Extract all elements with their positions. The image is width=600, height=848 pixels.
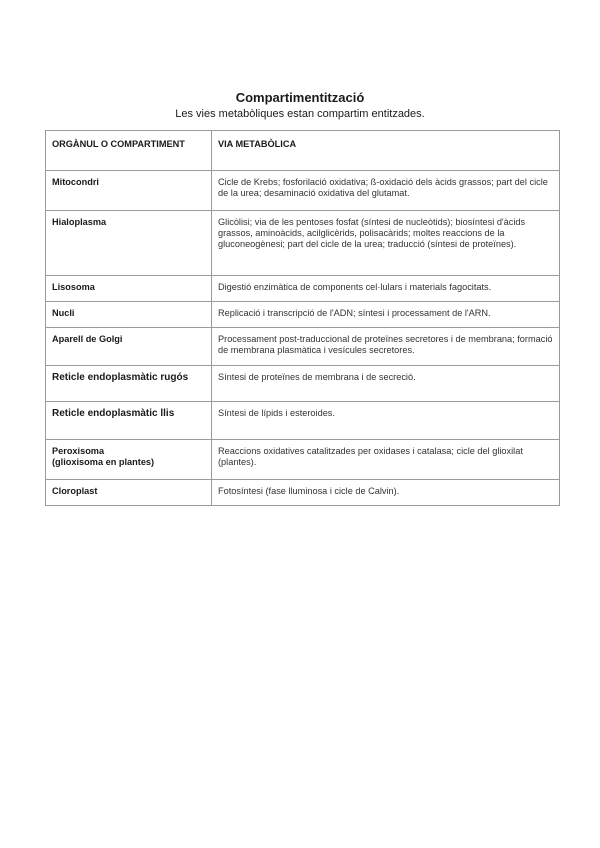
pathway-cell: Síntesi de lípids i esteroides. [212, 402, 560, 440]
organ-cell: Nucli [46, 302, 212, 328]
table-row [46, 211, 560, 276]
pathway-cell: Glicòlisi; via de les pentoses fosfat (síntesi de nucleòtids); biosíntesi d'àcids grassos, aminoàcids, acilglicèrids, polisacàrids; moltes reaccions de la gluconeogènesi; part del cicle de la urea; traducció (síntesi de proteïnes). [212, 211, 560, 276]
organ-cell: Lisosoma [46, 276, 212, 302]
compartment-table [45, 130, 560, 506]
organ-cell: Mitocondri [46, 171, 212, 211]
table-row [46, 171, 560, 211]
table-row [46, 302, 560, 328]
organ-cell: Reticle endoplasmàtic llis [46, 402, 212, 440]
table-row [46, 366, 560, 402]
organ-cell: Cloroplast [46, 480, 212, 506]
pathway-cell: Cicle de Krebs; fosforilació oxidativa; ß-oxidació dels àcids grassos; part del cicle de la urea; desaminació oxidativa del glutamat. [212, 171, 560, 211]
pathway-cell: Reaccions oxidatives catalitzades per oxidases i catalasa; cicle del glioxilat (plantes). [212, 440, 560, 480]
organ-cell: Aparell de Golgi [46, 328, 212, 366]
page-subtitle: Les vies metabòliques estan compartim entitzades. [175, 108, 425, 120]
pathway-cell: Fotosíntesi (fase lluminosa i cicle de Calvin). [212, 480, 560, 506]
page-title: Compartimentització [235, 90, 365, 105]
organ-cell: Reticle endoplasmàtic rugós [46, 366, 212, 402]
table-row [46, 440, 560, 480]
organ-cell: Peroxisoma (glioxisoma en plantes) [46, 440, 212, 480]
header-organ: ORGÀNUL O COMPARTIMENT [46, 131, 212, 171]
pathway-cell: Processament post-traduccional de proteïnes secretores i de membrana; formació de membrana plasmàtica i vesícules secretores. [212, 328, 560, 366]
table-header-row [46, 131, 560, 171]
table-row [46, 402, 560, 440]
pathway-cell: Replicació i transcripció de l'ADN; síntesi i processament de l'ARN. [212, 302, 560, 328]
pathway-cell: Digestió enzimàtica de components cel·lulars i materials fagocitats. [212, 276, 560, 302]
table-row [46, 328, 560, 366]
table-row [46, 276, 560, 302]
organ-cell: Hialoplasma [46, 211, 212, 276]
table-row [46, 480, 560, 506]
header-pathway: VIA METABÒLICA [212, 131, 560, 171]
pathway-cell: Síntesi de proteïnes de membrana i de secreció. [212, 366, 560, 402]
